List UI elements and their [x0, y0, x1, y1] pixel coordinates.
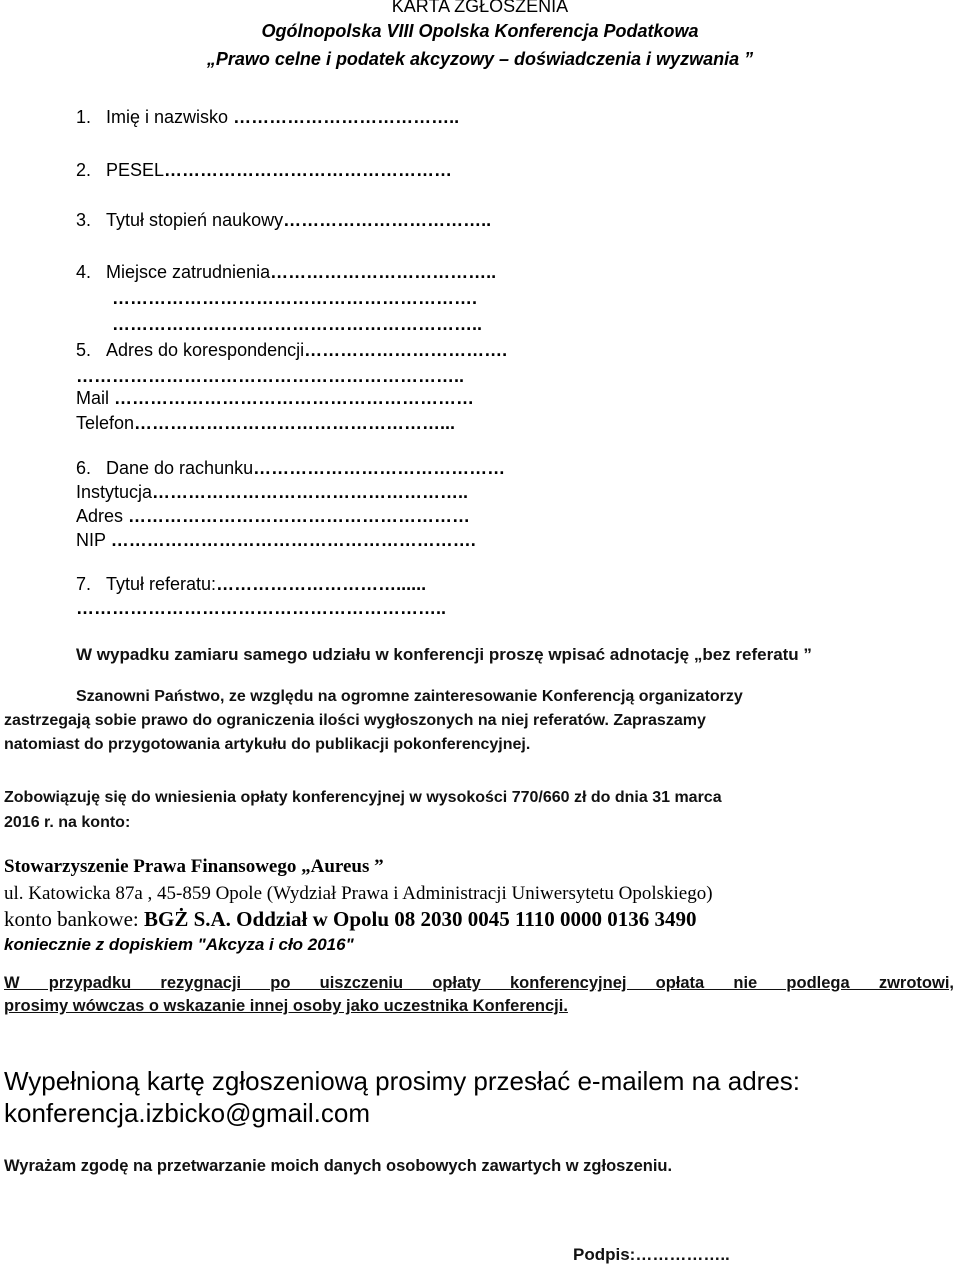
item-number: 4.: [76, 262, 92, 282]
field-label: NIP: [76, 530, 106, 550]
payee-address: ul. Katowicka 87a , 45-859 Opole (Wydział Prawa i Administracji Uniwersytetu Opolskiego): [4, 883, 713, 904]
bank-account: [4, 907, 697, 932]
field-address[interactable]: [76, 340, 507, 361]
fill-dots: ……………………………………: [253, 458, 506, 478]
field-label: PESEL: [106, 160, 165, 180]
field-employer[interactable]: [76, 262, 496, 283]
fill-dots: …………………………………………………: [128, 506, 471, 526]
fill-dots: ………………………………..: [233, 107, 460, 127]
refund-line-2: prosimy wówczas o wskazanie innej osoby jako uczestnika Konferencji.: [4, 997, 568, 1015]
employer-continuation-2[interactable]: [112, 314, 482, 335]
fill-dots: …………………………......: [216, 574, 427, 594]
fill-dots: ……………………………………………………..: [112, 314, 483, 334]
field-invoice-address[interactable]: [76, 506, 470, 527]
item-number: 7.: [76, 574, 92, 594]
item-number: 3.: [76, 210, 92, 230]
notice-line-2: zastrzegają sobie prawo do ograniczenia ilości wygłoszonych na niej referatów. Zapraszamy: [4, 712, 706, 729]
conference-subtitle: „Prawo celne i podatek akcyzowy – doświadczenia i wyzwania ”: [206, 49, 754, 69]
form-title: KARTA ZGŁOSZENIA: [391, 0, 569, 16]
notice-line-1: Szanowni Państwo, ze względu na ogromne zainteresowanie Konferencją organizatorzy: [76, 688, 743, 705]
signature-field[interactable]: Podpis:……………..: [573, 1245, 730, 1264]
field-label: Adres do korespondencji: [106, 340, 305, 360]
field-invoice-data[interactable]: [76, 458, 505, 479]
address-continuation[interactable]: [76, 366, 464, 387]
fill-dots: ………………………………………………………..: [76, 366, 465, 386]
consent-statement: Wyrażam zgodę na przetwarzanie moich danych osobowych zawartych w zgłoszeniu.: [4, 1157, 673, 1175]
fee-line-1: Zobowiązuję się do wniesienia opłaty konferencyjnej w wysokości 770/660 zł do dnia 31 marca: [4, 789, 722, 806]
transfer-title-note: koniecznie z dopiskiem "Akcyza i cło 2016": [4, 935, 354, 954]
field-degree[interactable]: [76, 210, 491, 231]
field-label: Mail: [76, 388, 110, 408]
conference-name: Ogólnopolska VIII Opolska Konferencja Podatkowa: [261, 21, 699, 41]
fee-line-2: 2016 r. na konto:: [4, 814, 131, 831]
field-name[interactable]: [76, 107, 459, 128]
fill-dots: …………………………………………………….: [112, 288, 478, 308]
contact-email[interactable]: konferencja.izbicko@gmail.com: [4, 1098, 370, 1128]
send-instruction: Wypełnioną kartę zgłoszeniową prosimy przesłać e-mailem na adres:: [4, 1066, 800, 1096]
fill-dots: ……………………………………………………..: [76, 598, 447, 618]
payee-name: Stowarzyszenie Prawa Finansowego „Aureus ”: [4, 856, 384, 877]
fill-dots: ……………………………………………..: [152, 482, 469, 502]
employer-continuation-1[interactable]: [112, 288, 477, 309]
field-label: Dane do rachunku: [106, 458, 254, 478]
bank-account-number: BGŻ S.A. Oddział w Opolu 08 2030 0045 1110 0000 0136 3490: [143, 907, 697, 931]
fill-dots: ……………………………..: [283, 210, 492, 230]
paper-title-continuation[interactable]: [76, 598, 446, 619]
field-institution[interactable]: [76, 482, 468, 503]
field-mail[interactable]: [76, 388, 474, 409]
field-label: Adres: [76, 506, 124, 526]
field-label: Tytuł referatu:: [106, 574, 217, 594]
field-phone[interactable]: [76, 413, 455, 434]
notice-line-3: natomiast do przygotowania artykułu do publikacji pokonferencyjnej.: [4, 736, 531, 753]
bank-account-label: konto bankowe:: [4, 907, 144, 931]
fill-dots: ………………………………..: [270, 262, 497, 282]
field-label: Telefon: [76, 413, 135, 433]
field-label: Miejsce zatrudnienia: [106, 262, 271, 282]
field-paper-title[interactable]: [76, 574, 426, 595]
item-number: 2.: [76, 160, 92, 180]
refund-line-1: W przypadku rezygnacji po uiszczeniu opłaty konferencyjnej opłata nie podlega zwrotowi,: [4, 974, 954, 992]
no-paper-note: W wypadku zamiaru samego udziału w konferencji proszę wpisać adnotację „bez referatu ”: [76, 645, 812, 664]
fill-dots: ……………………………………………...: [134, 413, 456, 433]
field-pesel[interactable]: [76, 160, 452, 181]
field-nip[interactable]: [76, 530, 476, 551]
fill-dots: …………………………………………: [164, 160, 453, 180]
item-number: 1.: [76, 107, 92, 127]
item-number: 5.: [76, 340, 92, 360]
field-label: Imię i nazwisko: [106, 107, 229, 127]
fill-dots: …………………………….: [304, 340, 508, 360]
fill-dots: ……………………………………………………: [114, 388, 475, 408]
fill-dots: …………………………………………………….: [110, 530, 476, 550]
item-number: 6.: [76, 458, 92, 478]
field-label: Tytuł stopień naukowy: [106, 210, 284, 230]
field-label: Instytucja: [76, 482, 153, 502]
